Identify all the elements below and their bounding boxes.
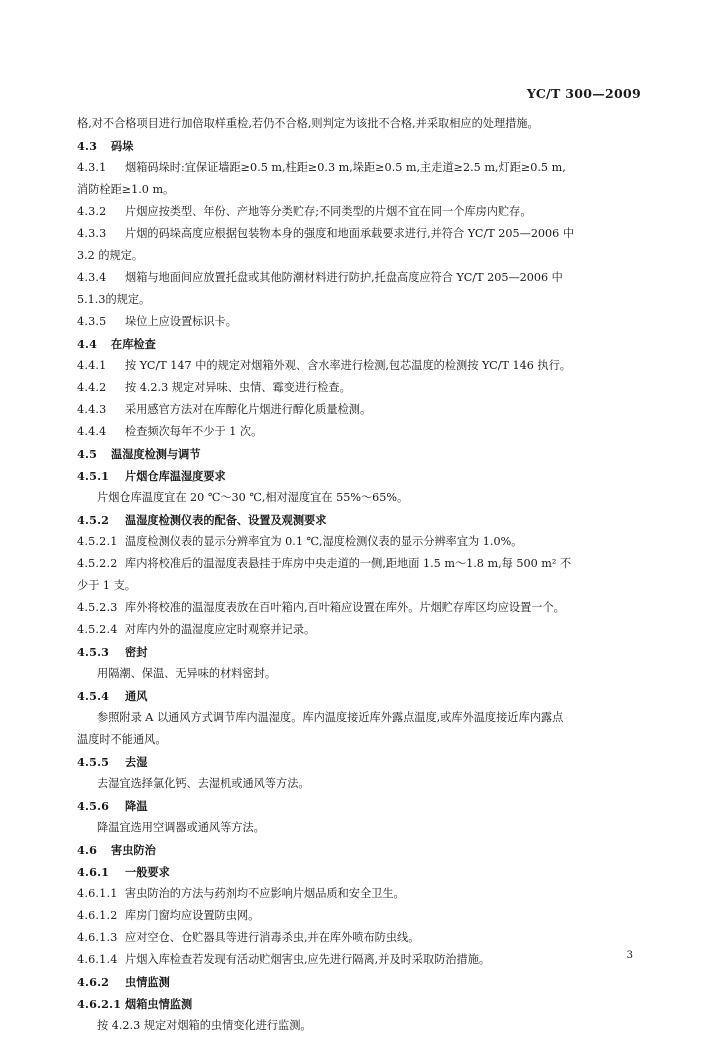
clause-text: 片烟仓库温度宜在 20 ℃～30 ℃,相对湿度宜在 55%～65%。	[97, 491, 409, 504]
clause-text: 降温	[125, 799, 148, 813]
clause-text: 对库内外的温湿度应定时观察并记录。	[125, 623, 316, 636]
continuation-line	[77, 182, 642, 198]
clause-text: 3.2 的规定。	[77, 249, 144, 262]
clause-text: 码垛	[111, 139, 134, 153]
clause-text: 5.1.3的规定。	[77, 293, 151, 306]
paragraph-line	[77, 666, 642, 682]
clause-number: 4.4	[77, 337, 98, 351]
clause-number: 4.4.1	[77, 359, 107, 372]
section-heading	[77, 138, 642, 154]
clause-number: 4.5.3	[77, 645, 110, 659]
clause-text: 一般要求	[125, 865, 170, 879]
clause-number: 4.6.2	[77, 975, 110, 989]
paragraph-line	[77, 1018, 642, 1034]
clause-line	[77, 380, 642, 396]
section-heading	[77, 336, 642, 352]
clause-text: 应对空仓、仓贮器具等进行消毒杀虫,并在库外喷布防虫线。	[125, 931, 420, 944]
clause-line	[77, 424, 642, 440]
section-heading	[77, 446, 642, 462]
paragraph-line	[77, 710, 642, 726]
clause-text: 参照附录 A 以通风方式调节库内温湿度。库内温度接近库外露点温度,或库外温度接近库内露点	[97, 711, 564, 724]
clause-text: 片烟应按类型、年份、产地等分类贮存;不同类型的片烟不宜在同一个库房内贮存。	[125, 205, 532, 218]
section-heading	[77, 798, 642, 814]
clause-text: 去湿	[125, 755, 148, 769]
section-heading	[77, 996, 642, 1012]
section-heading	[77, 688, 642, 704]
clause-line	[77, 270, 642, 286]
continuation-line	[77, 578, 642, 594]
clause-text: 害虫防治	[111, 843, 156, 857]
clause-text: 烟箱虫情监测	[125, 997, 193, 1011]
continuation-line	[77, 292, 642, 308]
clause-text: 库房门窗均应设置防虫网。	[125, 909, 260, 922]
clause-line	[77, 556, 642, 572]
clause-text: 温度时不能通风。	[77, 733, 167, 746]
clause-text: 烟箱与地面间应放置托盘或其他防潮材料进行防护,托盘高度应符合 YC/T 205—2006 中	[125, 271, 563, 284]
clause-text: 密封	[125, 645, 148, 659]
clause-number: 4.6.1.3	[77, 931, 118, 944]
clause-text: 片烟入库检查若发现有活动贮烟害虫,应先进行隔离,并及时采取防治措施。	[125, 953, 491, 966]
clause-line	[77, 534, 642, 550]
clause-number: 4.5.2.4	[77, 623, 118, 636]
section-heading	[77, 754, 642, 770]
clause-number: 4.5.2.2	[77, 557, 118, 570]
clause-number: 4.3.1	[77, 161, 107, 174]
clause-text: 格,对不合格项目进行加倍取样重检,若仍不合格,则判定为该批不合格,并采取相应的处理措施。	[77, 117, 539, 130]
clause-number: 4.5.4	[77, 689, 110, 703]
clause-number: 4.5.2.3	[77, 601, 118, 614]
clause-text: 片烟仓库温湿度要求	[125, 469, 226, 483]
clause-number: 4.3.2	[77, 205, 107, 218]
clause-line	[77, 930, 642, 946]
clause-text: 温湿度检测仪表的配备、设置及观测要求	[125, 513, 327, 527]
clause-text: 按 YC/T 147 中的规定对烟箱外观、含水率进行检测,包芯温度的检测按 YC/T 146 执行。	[125, 359, 571, 372]
clause-text: 用隔潮、保温、无异味的材料密封。	[97, 667, 277, 680]
clause-number: 4.4.2	[77, 381, 107, 394]
clause-text: 按 4.2.3 规定对烟箱的虫情变化进行监测。	[97, 1019, 312, 1032]
clause-text: 片烟的码垛高度应根据包装物本身的强度和地面承载要求进行,并符合 YC/T 205—2006 中	[125, 227, 575, 240]
clause-line	[77, 886, 642, 902]
clause-line	[77, 226, 642, 242]
clause-number: 4.4.3	[77, 403, 107, 416]
clause-text: 烟箱码垛时:宜保证墙距≥0.5 m,柱距≥0.3 m,垛距≥0.5 m,主走道≥2.5 m,灯距≥0.5 m,	[125, 161, 566, 174]
clause-number: 4.3	[77, 139, 98, 153]
section-heading	[77, 512, 642, 528]
clause-text: 垛位上应设置标识卡。	[125, 315, 237, 328]
continuation-line	[77, 248, 642, 264]
clause-text: 温度检测仪表的显示分辨率宜为 0.1 ℃,湿度检测仪表的显示分辨率宜为 1.0%。	[125, 535, 523, 548]
continuation-line	[77, 732, 642, 748]
section-heading	[77, 842, 642, 858]
clause-number: 4.6.2.1	[77, 997, 122, 1011]
clause-number: 4.5.1	[77, 469, 110, 483]
clause-number: 4.6.1	[77, 865, 110, 879]
clause-text: 通风	[125, 689, 148, 703]
clause-text: 害虫防治的方法与药剂均不应影响片烟品质和安全卫生。	[125, 887, 405, 900]
clause-line	[77, 204, 642, 220]
clause-number: 4.5	[77, 447, 98, 461]
clause-line	[77, 402, 642, 418]
clause-number: 4.5.2.1	[77, 535, 118, 548]
clause-text: 采用感官方法对在库醇化片烟进行醇化质量检测。	[125, 403, 372, 416]
document-body	[77, 116, 642, 1040]
clause-text: 温湿度检测与调节	[111, 447, 201, 461]
clause-number: 4.3.5	[77, 315, 107, 328]
standard-code: YC/T 300—2009	[526, 86, 641, 101]
clause-number: 4.5.5	[77, 755, 110, 769]
clause-text: 检查频次每年不少于 1 次。	[125, 425, 263, 438]
clause-number: 4.6.1.1	[77, 887, 118, 900]
clause-line	[77, 908, 642, 924]
clause-text: 虫情监测	[125, 975, 170, 989]
clause-line	[77, 622, 642, 638]
paragraph-line	[77, 820, 642, 836]
clause-line	[77, 600, 642, 616]
clause-number: 4.3.3	[77, 227, 107, 240]
clause-number: 4.6.1.2	[77, 909, 118, 922]
clause-line	[77, 952, 642, 968]
clause-text: 少于 1 支。	[77, 579, 136, 592]
section-heading	[77, 468, 642, 484]
clause-line	[77, 358, 642, 374]
clause-text: 去湿宜选择氯化钙、去湿机或通风等方法。	[97, 777, 310, 790]
clause-text: 消防栓距≥1.0 m。	[77, 183, 175, 196]
section-heading	[77, 974, 642, 990]
clause-number: 4.6	[77, 843, 98, 857]
clause-text: 在库检查	[111, 337, 156, 351]
clause-number: 4.4.4	[77, 425, 107, 438]
clause-text: 降温宜选用空调器或通风等方法。	[97, 821, 265, 834]
clause-line	[77, 314, 642, 330]
clause-text: 库内将校准后的温湿度表悬挂于库房中央走道的一侧,距地面 1.5 m～1.8 m,每 500 m² 不	[125, 557, 572, 570]
paragraph-line	[77, 776, 642, 792]
clause-number: 4.6.1.4	[77, 953, 118, 966]
section-heading	[77, 644, 642, 660]
continuation-line	[77, 116, 642, 132]
paragraph-line	[77, 490, 642, 506]
page-number: 3	[626, 950, 633, 961]
clause-text: 按 4.2.3 规定对异味、虫情、霉变进行检查。	[125, 381, 351, 394]
clause-text: 库外将校准的温湿度表放在百叶箱内,百叶箱应设置在库外。片烟贮存库区均应设置一个。	[125, 601, 565, 614]
clause-number: 4.5.6	[77, 799, 110, 813]
clause-number: 4.5.2	[77, 513, 110, 527]
section-heading	[77, 864, 642, 880]
clause-line	[77, 160, 642, 176]
clause-number: 4.3.4	[77, 271, 107, 284]
